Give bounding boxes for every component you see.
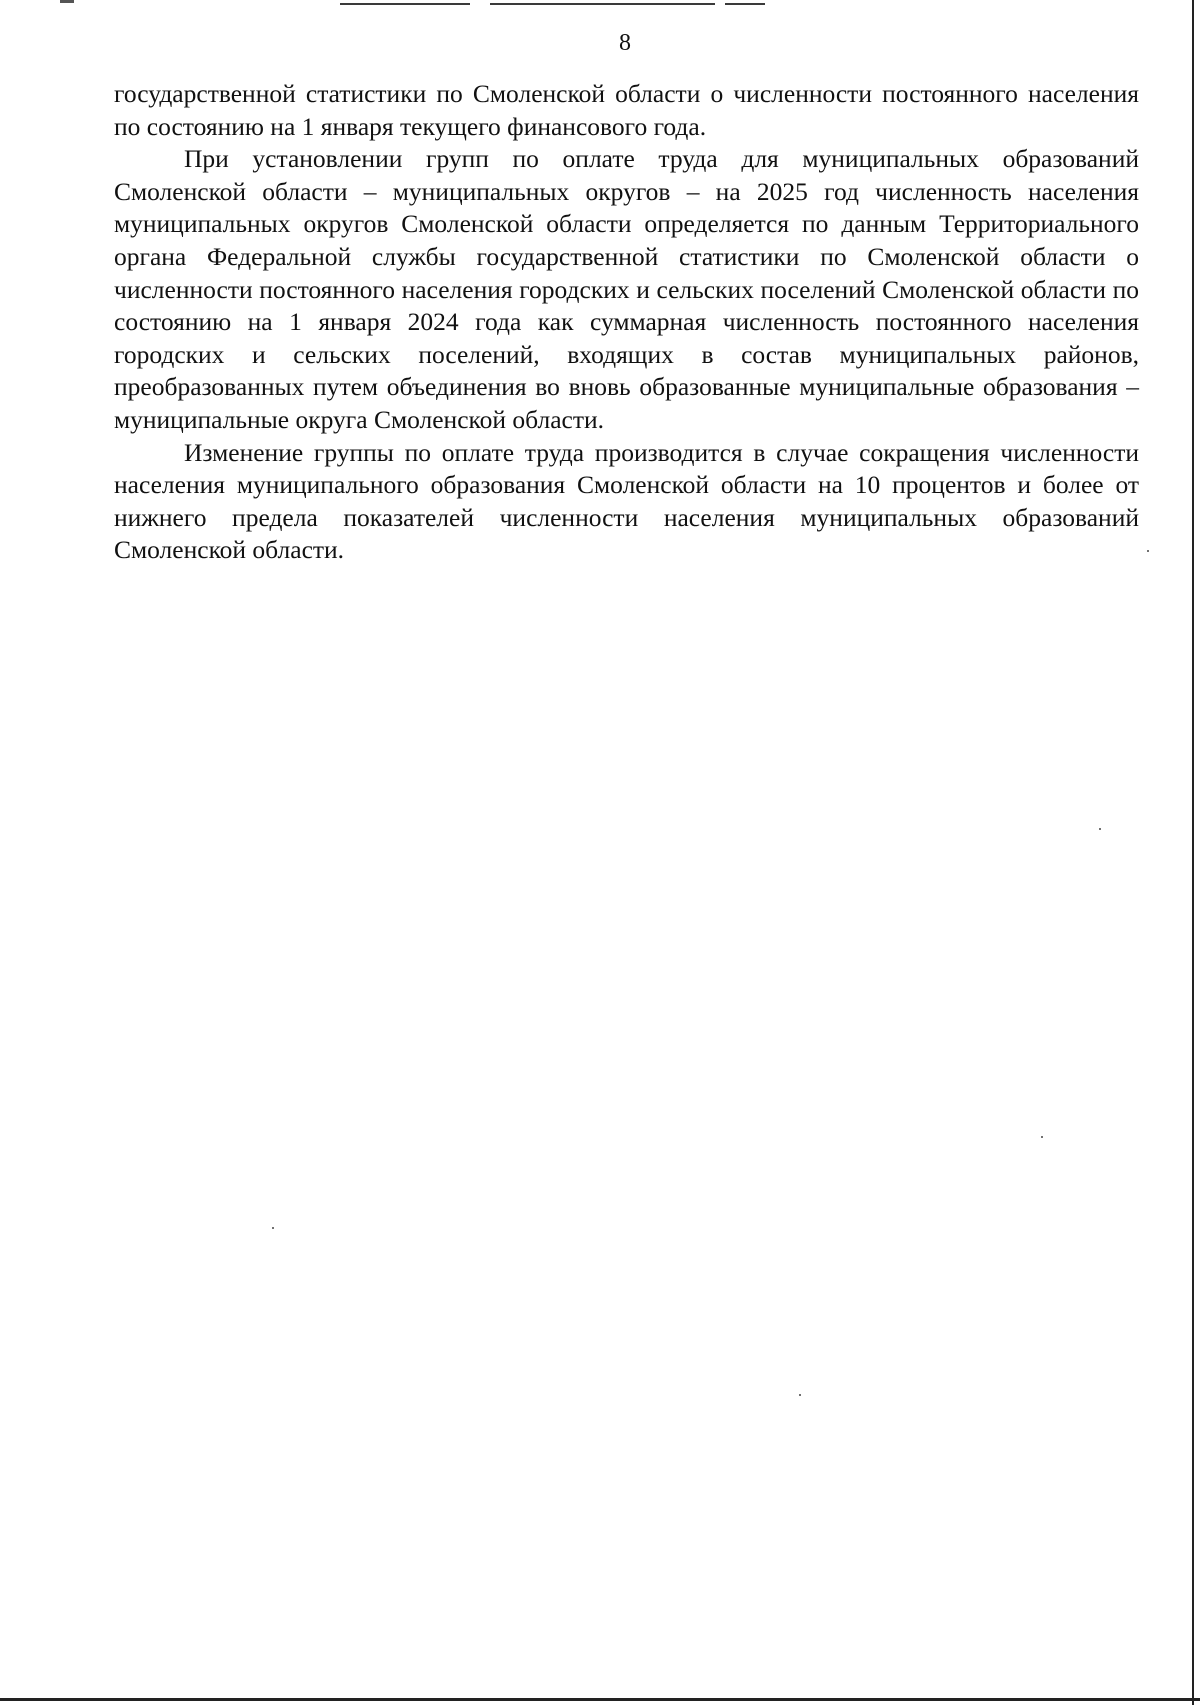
scan-speck bbox=[1041, 1136, 1043, 1138]
scan-speck bbox=[1099, 828, 1101, 830]
scan-speck bbox=[1147, 550, 1149, 552]
paragraph-2: При установлении групп по оплате труда для муниципальных образований Смоленской области – муниципальных округов – на 2025 год численность населения муниципальных округов Смоленской области определяется по данным Территориального органа Федеральной службы государственной статистики по Смоленской области о численности постоянного населения городских и сельских поселений Смоленской области по состоянию на 1 января 2024 года как суммарная численность постоянного населения городских и сельских поселений, входящих в состав муниципальных районов, преобразованных путем объединения во вновь образованные муниципальные образования – муниципальные округа Смоленской области. bbox=[114, 144, 1139, 434]
page-edge-right bbox=[1192, 0, 1194, 1705]
page-edge-bottom bbox=[0, 1698, 1200, 1701]
document-body bbox=[114, 78, 1139, 567]
scan-speck bbox=[272, 1227, 274, 1229]
page-number: 8 bbox=[619, 30, 631, 56]
scan-artifact bbox=[725, 3, 765, 5]
scan-artifact bbox=[340, 3, 470, 5]
scan-speck bbox=[799, 1394, 801, 1396]
paragraph-1: государственной статистики по Смоленской области о численности постоянного населения по состоянию на 1 января текущего финансового года. bbox=[114, 79, 1139, 141]
paragraph-3: Изменение группы по оплате труда производится в случае сокращения численности населения муниципального образования Смоленской области на 10 процентов и более от нижнего предела показателей численности населения муниципальных образований Смоленской области. bbox=[114, 437, 1139, 565]
scan-artifact bbox=[60, 0, 74, 3]
scan-artifact bbox=[490, 3, 715, 5]
